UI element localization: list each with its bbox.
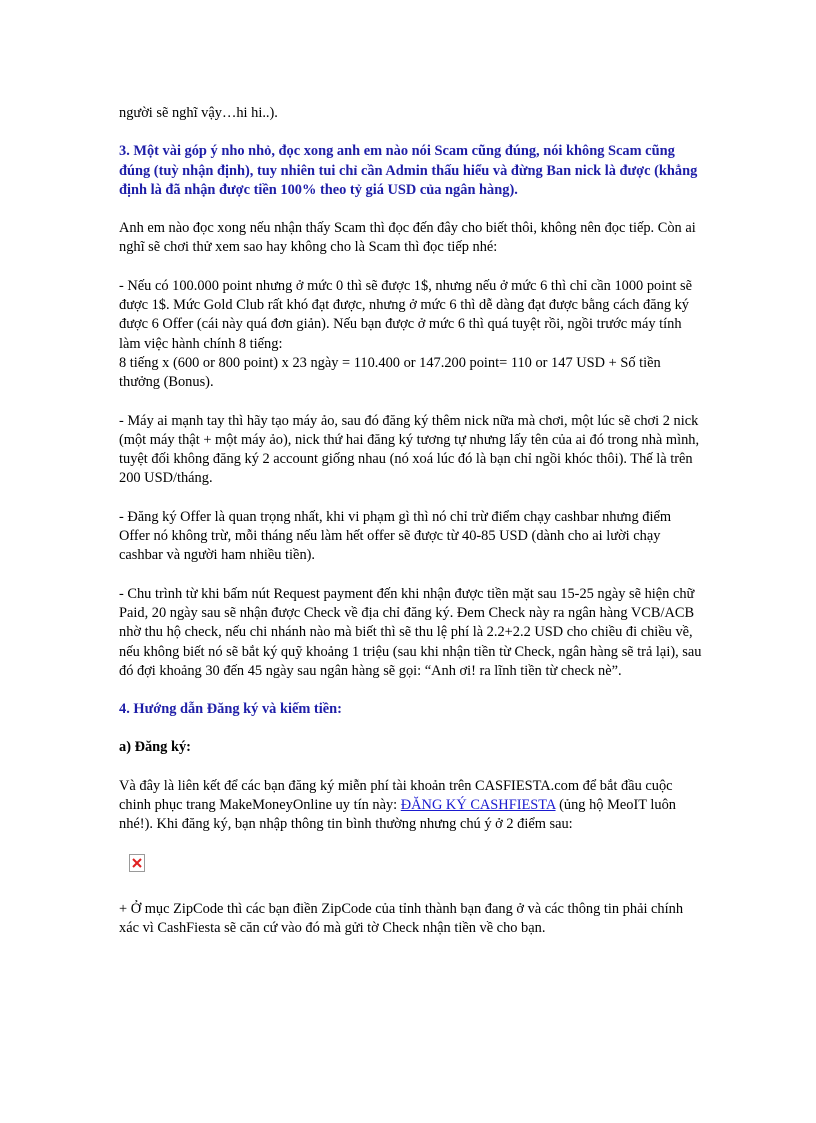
broken-image-icon (129, 854, 145, 872)
subheading-register: a) Đăng ký: (119, 739, 191, 756)
register-text-pre: Và đây là liên kết để các bạn đăng ký miễn phí tài khoản trên CASFIESTA.com để bắt đầu cuộc chinh phục trang MakeMoneyOnline uy tín này: (119, 777, 673, 814)
paragraph-points-calc: 8 tiếng x (600 or 800 point) x 23 ngày = 110.400 or 147.200 point= 110 or 147 USD + Số tiền thưởng (Bonus). (119, 354, 661, 391)
paragraph-intro-tail: người sẽ nghĩ vậy…hi hi..). (119, 105, 278, 121)
register-cashfiesta-link[interactable]: ĐĂNG KÝ CASHFIESTA (400, 797, 556, 814)
register-text-post: (ủng hộ MeoIT luôn nhé!). Khi đăng ký, bạn nhập thông tin bình thường nhưng chú ý ở 2 điểm sau: (119, 797, 676, 833)
paragraph-register-link (119, 777, 703, 835)
heading-section-4: 4. Hướng dẫn Đăng ký và kiếm tiền: (119, 701, 342, 718)
points-levels-text: - Nếu có 100.000 point nhưng ở mức 0 thì sẽ được 1$, nhưng nếu ở mức 6 thì chỉ cần 1000 point sẽ được 1$. Mức Gold Club rất khó đạt được, nhưng ở mức 6 thì dễ dàng đạt được bằng cách đăng ký được 6 Offer (cái này quá đơn giản). Nếu bạn được ở mức 6 thì quá tuyệt rồi, ngồi trước máy tính làm việc hành chính 8 tiếng: (119, 277, 693, 352)
paragraph-payment-cycle: - Chu trình từ khi bấm nút Request payment đến khi nhận được tiền mặt sau 15-25 ngày sẽ hiện chữ Paid, 20 ngày sau sẽ nhận được Check về địa chỉ đăng ký. Đem Check này ra ngân hàng VCB/ACB nhờ thu hộ check, nếu chi nhánh nào mà biết thì sẽ thu lệ phí là 2.2+2.2 USD cho chiều đi chiều về, nếu không biết nó sẽ bắt ký quỹ khoảng 1 triệu (sau khi nhận tiền từ Check, ngân hàng sẽ trả lại), sau đó đợi khoảng 30 đến 45 ngày sau ngân hàng sẽ gọi: “Anh ơi! ra lĩnh tiền từ check nè”. (119, 585, 702, 679)
paragraph-offer: - Đăng ký Offer là quan trọng nhất, khi vi phạm gì thì nó chỉ trừ điểm chạy cashbar nhưng điểm Offer nó không trừ, mỗi tháng nếu làm hết offer sẽ được từ 40-85 USD (dành cho ai lười chạy cashbar và người ham nhiều tiền). (119, 508, 672, 564)
heading-section-3: 3. Một vài góp ý nho nhỏ, đọc xong anh em nào nói Scam cũng đúng, nói không Scam cũng đúng (tuỳ nhận định), tuy nhiên tui chỉ cần Admin thấu hiểu và đừng Ban nick là được (khẳng định là đã nhận được tiền 100% theo tỷ giá USD của ngân hàng). (119, 143, 698, 198)
paragraph-scam-note: Anh em nào đọc xong nếu nhận thấy Scam thì đọc đến đây cho biết thôi, không nên đọc tiếp. Còn ai nghĩ sẽ chơi thử xem sao hay không cho là Scam thì đọc tiếp nhé: (119, 220, 696, 256)
paragraph-zipcode: + Ở mục ZipCode thì các bạn điền ZipCode của tỉnh thành bạn đang ở và các thông tin phải chính xác vì CashFiesta sẽ căn cứ vào đó mà gửi tờ Check nhận tiền về cho bạn. (119, 900, 684, 936)
document-body (119, 104, 703, 957)
paragraph-virtual-machine: - Máy ai mạnh tay thì hãy tạo máy ảo, sau đó đăng ký thêm nick nữa mà chơi, một lúc sẽ chơi 2 nick (một máy thật + một máy ảo), nick thứ hai đăng ký tương tự nhưng lấy tên của ai đó trong nhà mình, tuyệt đối không đăng ký 2 account giống nhau (nó xoá lúc đó là bạn chỉ ngồi khóc thôi). Thế là trên 200 USD/tháng. (119, 412, 700, 487)
paragraph-points-levels (119, 277, 703, 354)
